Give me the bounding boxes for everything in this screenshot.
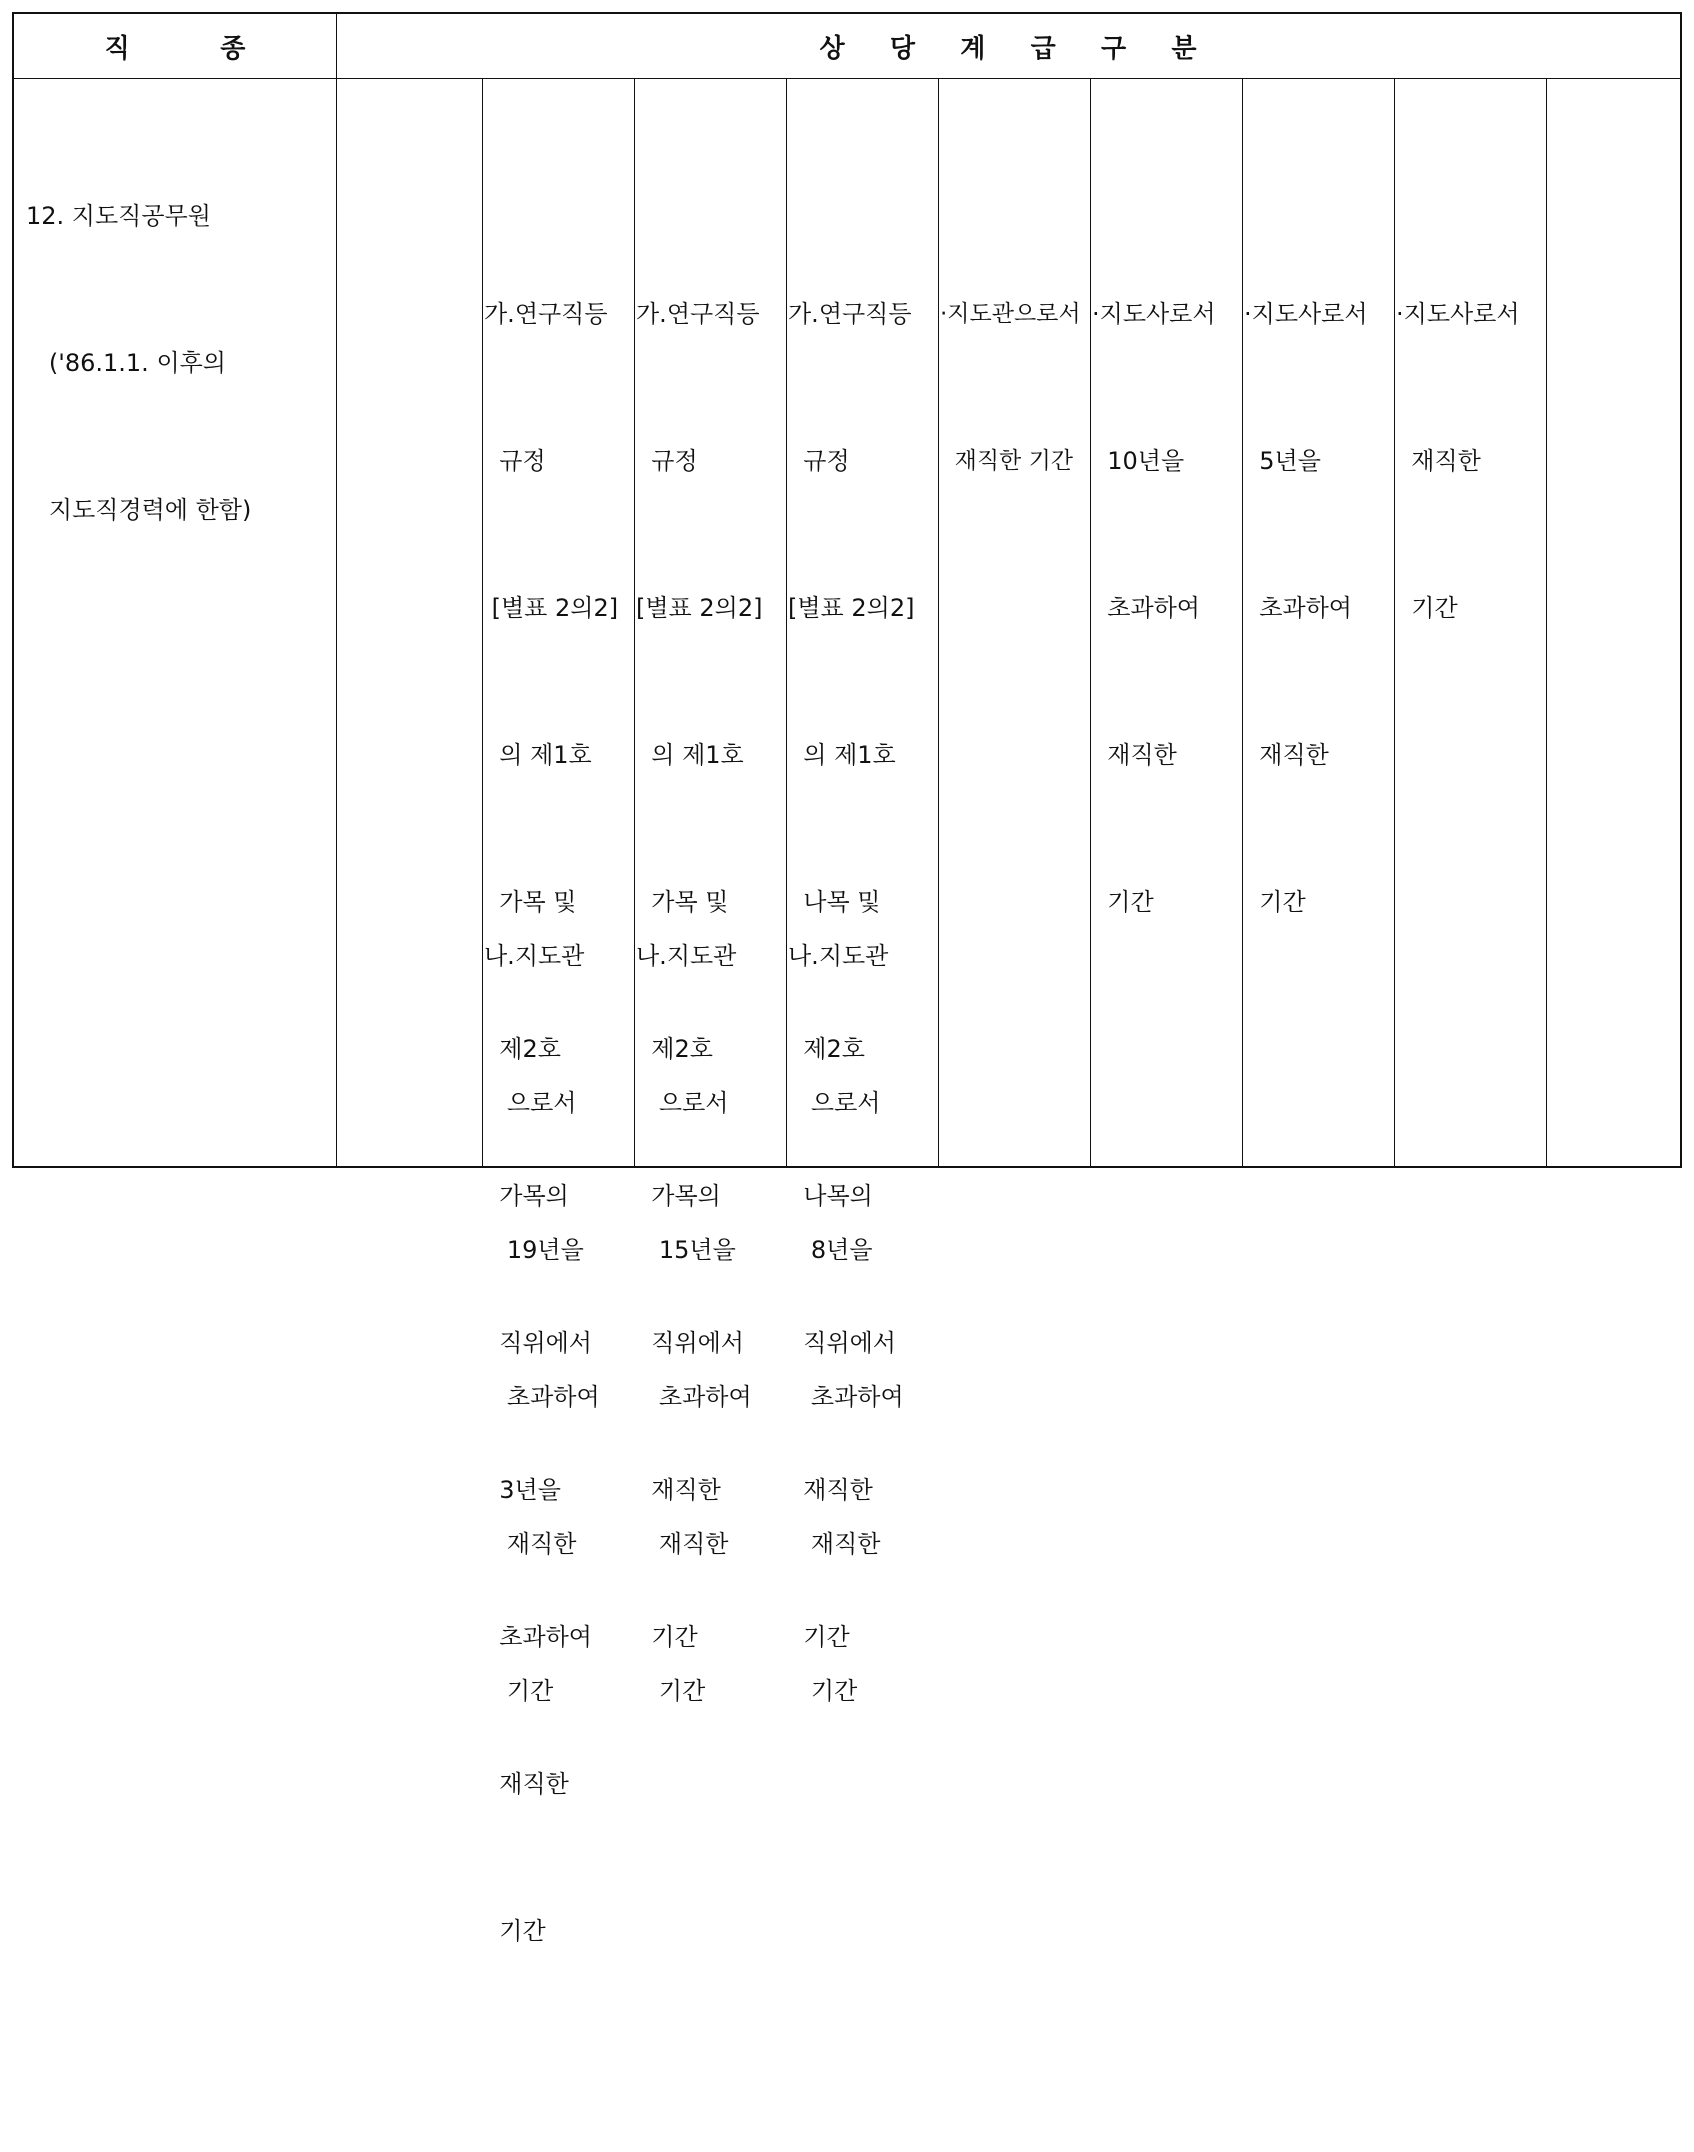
header-grade-label: 상 당 계 급 구 분 [819,33,1197,64]
text-line: 기간 [636,1677,706,1705]
text-line: 가.연구직등 [636,300,760,328]
grade-cell-7-block [1396,192,1520,731]
text-line: 재직한 [484,1770,569,1798]
grade-col-divider [938,78,939,1166]
text-line: 초과하여 [636,1383,752,1411]
text-line: 직위에서 [636,1329,744,1357]
grade-col-divider [482,78,483,1166]
text-line: 재직한 [788,1476,873,1504]
text-line: 가목 및 [484,888,577,916]
text-line: 8년을 [788,1236,873,1264]
text-line: ·지도사로서 [1244,300,1368,328]
grade-col-divider [1242,78,1243,1166]
header-divider [14,78,1680,79]
text-line: 재직한 [1244,741,1329,769]
text-line: 나.지도관 [788,942,889,970]
grade-col-divider [634,78,635,1166]
grade-cell-6 [1244,94,1368,1123]
job-line: 12. 지도직공무원 [26,202,211,230]
text-line: 나목의 [788,1182,873,1210]
grade-cell-2-b [636,736,752,1912]
text-line: 재직한 [636,1530,729,1558]
grade-cell-2-block-b [636,834,752,1814]
text-line: 규정 [484,447,546,475]
grade-cell-4-block [940,192,1081,584]
text-line: 직위에서 [484,1329,592,1357]
job-line: 지도직경력에 한함) [26,496,252,524]
text-line: 3년을 [484,1476,561,1504]
text-line: [별표 2의2] [636,594,763,622]
text-line: ·지도사로서 [1396,300,1520,328]
text-line: 가목의 [636,1182,721,1210]
text-line: 15년을 [636,1236,736,1264]
text-line: 가목 및 [636,888,729,916]
text-line: 초과하여 [484,1623,592,1651]
text-line: 기간 [484,1917,546,1945]
text-line: 나.지도관 [636,942,737,970]
text-line: 19년을 [484,1236,584,1264]
text-line: 초과하여 [484,1383,600,1411]
job-column-divider [336,14,337,1166]
grade-col-divider [1546,78,1547,1166]
grade-col-divider [786,78,787,1166]
text-line: 나목 및 [788,888,881,916]
grade-cell-1-b [484,736,600,1912]
text-line: 초과하여 [1092,594,1200,622]
text-line: 재직한 [788,1530,881,1558]
text-line: 재직한 [484,1530,577,1558]
text-line: 기간 [1396,594,1458,622]
text-line: 의 제1호 [484,741,592,769]
text-line: 직위에서 [788,1329,896,1357]
text-line: 재직한 [1396,447,1481,475]
text-line: 규정 [636,447,698,475]
grade-col-divider [1394,78,1395,1166]
text-line: [별표 2의2] [788,594,915,622]
header-grade-classification [336,14,1680,78]
job-line: ('86.1.1. 이후의 [26,349,226,377]
job-type-cell [26,94,251,633]
text-line: ·지도관으로서 [940,301,1081,327]
text-line: ·지도사로서 [1092,300,1216,328]
text-line: 10년을 [1092,447,1185,475]
text-line: 초과하여 [1244,594,1352,622]
text-line: 기간 [788,1623,850,1651]
grade-cell-3-b [788,736,904,1912]
text-line: 재직한 [636,1476,721,1504]
grade-equivalence-table [12,12,1682,1945]
text-line: 제2호 [484,1035,561,1063]
text-line: 가목의 [484,1182,569,1210]
text-line: 제2호 [788,1035,865,1063]
text-line: 초과하여 [788,1383,904,1411]
text-line: 제2호 [636,1035,713,1063]
text-line: 가.연구직등 [484,300,608,328]
header-job-type [14,14,336,78]
text-line: 가.연구직등 [788,300,912,328]
text-line: 기간 [484,1677,554,1705]
text-line: 기간 [788,1677,858,1705]
text-line: 5년을 [1244,447,1321,475]
text-line: [별표 2의2] [484,594,619,622]
text-line: 기간 [1092,888,1154,916]
text-line: 재직한 기간 [940,448,1074,474]
grade-col-divider [1090,78,1091,1166]
text-line: 으로서 [484,1089,577,1117]
text-line: 으로서 [788,1089,881,1117]
text-line: 의 제1호 [788,741,896,769]
grade-cell-1-block-b [484,834,600,1814]
text-line: 나.지도관 [484,942,585,970]
grade-cell-6-block [1244,192,1368,1025]
text-line: 의 제1호 [636,741,744,769]
grade-cell-4 [940,94,1081,682]
grade-cell-5-block [1092,192,1216,1025]
text-line: 기간 [1244,888,1306,916]
text-line: 으로서 [636,1089,729,1117]
text-line: 재직한 [1092,741,1177,769]
header-job-type-label: 직 종 [104,33,246,64]
grade-cell-3-block-b [788,834,904,1814]
text-line: 기간 [636,1623,698,1651]
text-line: 규정 [788,447,850,475]
grade-cell-5 [1092,94,1216,1123]
grade-cell-7 [1396,94,1520,829]
